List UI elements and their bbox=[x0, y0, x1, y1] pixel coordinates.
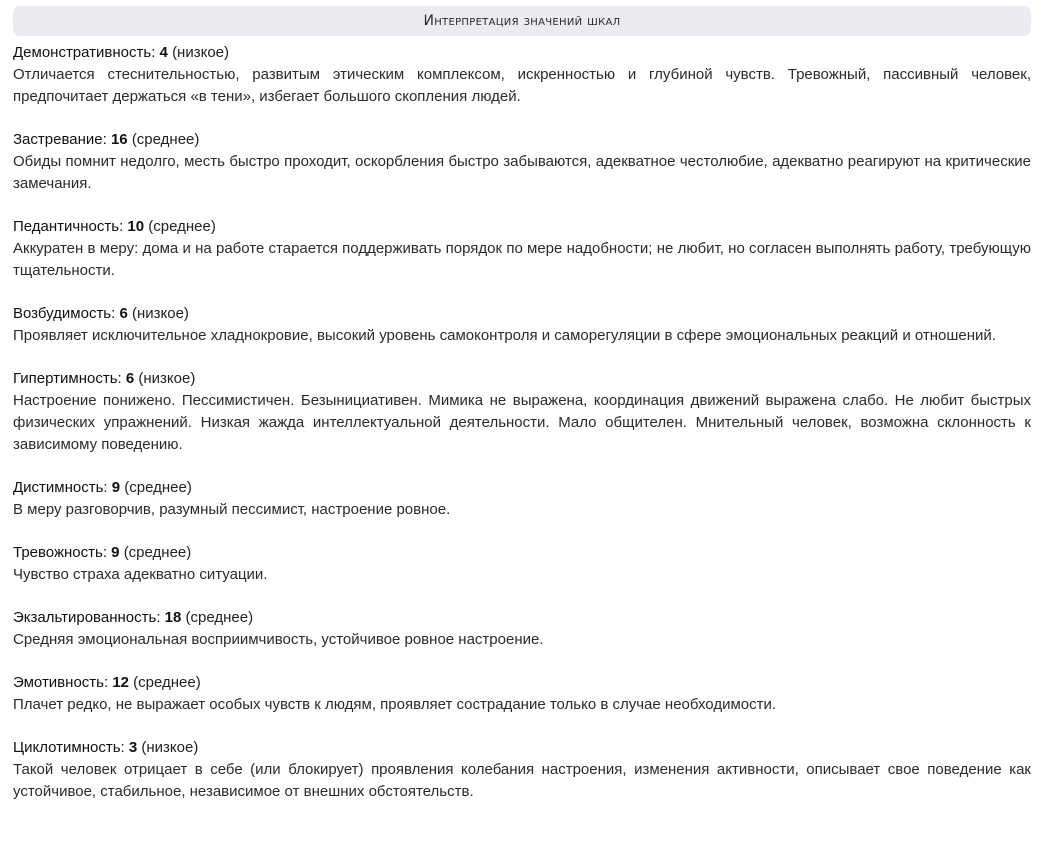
scale-level: (среднее) bbox=[148, 218, 216, 235]
scale-description: В меру разговорчив, разумный пессимист, настроение ровное. bbox=[13, 501, 451, 518]
scale-description: Аккуратен в меру: дома и на работе старается поддерживать порядок по мере надобности; не любит, но согласен выполнять работу, требующую тщательности. bbox=[13, 240, 1031, 279]
scale-level: (низкое) bbox=[141, 739, 199, 756]
scale-level: (среднее) bbox=[133, 674, 201, 691]
scale-heading: Циклотимность: 3 (низкое) bbox=[13, 739, 199, 756]
scale-level: (среднее) bbox=[131, 131, 200, 148]
scale-heading: Возбудимость: 6 (низкое) bbox=[13, 305, 189, 322]
scale-description: Обиды помнит недолго, месть быстро проходит, оскорбления быстро забываются, адекватное честолюбие, адекватно реагируют на критические замечания. bbox=[13, 153, 1031, 192]
scale-item-exaltation bbox=[13, 607, 1031, 651]
scale-name: Возбудимость bbox=[13, 305, 112, 322]
scale-score: 9 bbox=[111, 479, 121, 496]
scale-item-anxiety bbox=[13, 542, 1031, 586]
scale-description: Отличается стеснительностью, развитым этическим комплексом, искренностью и глубиной чувств. Тревожный, пассивный человек, предпочитает держаться «в тени», избегает большого скопления людей. bbox=[13, 66, 1031, 105]
scale-name: Эмотивность bbox=[13, 674, 104, 691]
section-header bbox=[13, 6, 1031, 36]
scale-level: (среднее) bbox=[124, 479, 192, 496]
scale-name: Тревожность bbox=[13, 544, 103, 561]
section-title: Интерпретация значений шкал bbox=[423, 13, 621, 29]
scale-score: 16 bbox=[110, 131, 128, 148]
scale-score: 12 bbox=[112, 674, 129, 691]
scale-name: Циклотимность bbox=[13, 739, 121, 756]
scale-name: Дистимность bbox=[13, 479, 104, 496]
scale-description: Плачет редко, не выражает особых чувств к людям, проявляет сострадание только в случае необходимости. bbox=[13, 696, 777, 713]
scale-description: Настроение понижено. Пессимистичен. Безынициативен. Мимика не выражена, координация движений выражена слабо. Не любит быстрых физических упражнений. Низкая жажда интеллектуальной деятельности. Мало общителен. Мнительный человек, возможна склонность к зависимому поведению. bbox=[13, 392, 1031, 453]
scale-level: (среднее) bbox=[185, 609, 254, 626]
scale-item-hyperthymia bbox=[13, 368, 1031, 456]
scale-score: 6 bbox=[119, 305, 128, 322]
scale-score: 10 bbox=[127, 218, 145, 235]
scale-name: Застревание bbox=[13, 131, 103, 148]
scale-description: Чувство страха адекватно ситуации. bbox=[13, 566, 268, 583]
scale-level: (низкое) bbox=[138, 370, 196, 387]
scale-name: Экзальтированность bbox=[13, 609, 157, 626]
scale-heading: Гипертимность: 6 (низкое) bbox=[13, 370, 196, 387]
scale-name: Демонстративность bbox=[13, 44, 152, 61]
scale-description: Средняя эмоциональная восприимчивость, устойчивое ровное настроение. bbox=[13, 631, 544, 648]
scale-score: 9 bbox=[111, 544, 120, 561]
scale-description: Такой человек отрицает в себе (или блокирует) проявления колебания настроения, изменения активности, описывает свое поведение как устойчивое, стабильное, независимое от внешних обстоятельств. bbox=[13, 761, 1031, 800]
scale-score: 18 bbox=[164, 609, 182, 626]
scale-item-cyclothymia bbox=[13, 737, 1031, 803]
scale-level: (среднее) bbox=[123, 544, 192, 561]
scale-item-fixation bbox=[13, 129, 1031, 195]
scale-heading: Застревание: 16 (среднее) bbox=[13, 131, 200, 148]
scale-heading: Экзальтированность: 18 (среднее) bbox=[13, 609, 254, 626]
scale-item-excitability bbox=[13, 303, 1031, 347]
scale-heading: Демонстративность: 4 (низкое) bbox=[13, 44, 230, 61]
scale-item-dysthymia bbox=[13, 477, 1031, 521]
scale-score: 4 bbox=[159, 44, 168, 61]
scale-level: (низкое) bbox=[131, 305, 189, 322]
scale-score: 6 bbox=[125, 370, 135, 387]
scale-item-emotivity bbox=[13, 672, 1031, 716]
scale-heading: Тревожность: 9 (среднее) bbox=[13, 544, 192, 561]
scale-item-demonstrativeness bbox=[13, 42, 1031, 108]
scale-level: (низкое) bbox=[172, 44, 230, 61]
scale-name: Педантичность bbox=[13, 218, 120, 235]
scale-name: Гипертимность bbox=[13, 370, 118, 387]
scale-description: Проявляет исключительное хладнокровие, высокий уровень самоконтроля и саморегуляции в сфере эмоциональных реакций и отношений. bbox=[13, 327, 996, 344]
scale-heading: Дистимность: 9 (среднее) bbox=[13, 479, 192, 496]
scale-heading: Эмотивность: 12 (среднее) bbox=[13, 674, 201, 691]
scale-score: 3 bbox=[128, 739, 138, 756]
scale-heading: Педантичность: 10 (среднее) bbox=[13, 218, 216, 235]
scale-list bbox=[13, 42, 1031, 803]
scale-item-pedantry bbox=[13, 216, 1031, 282]
